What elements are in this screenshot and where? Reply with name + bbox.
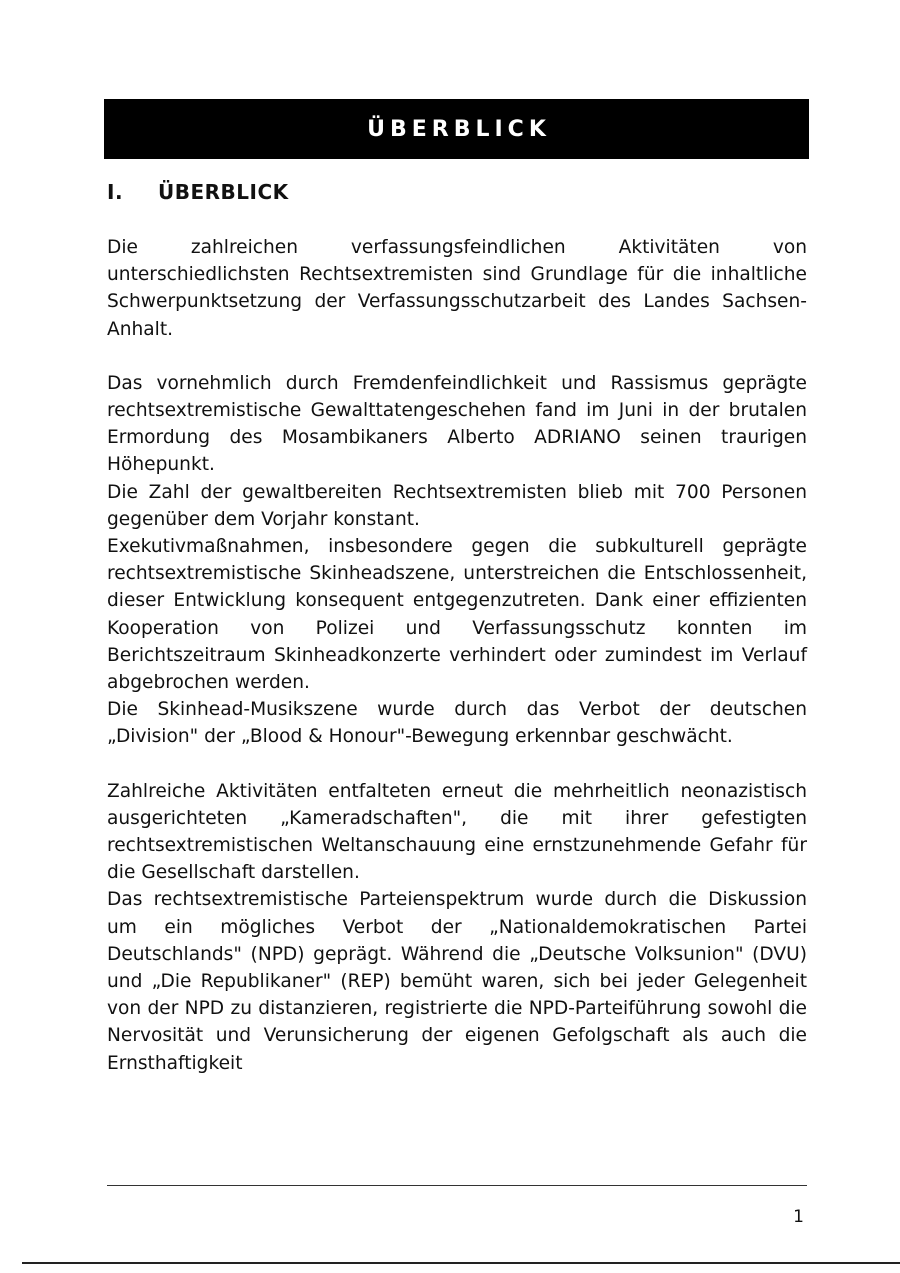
section-heading bbox=[107, 180, 289, 204]
paragraph-3: Die Zahl der gewaltbereiten Rechtsextremisten blieb mit 700 Personen gegenüber dem Vorjahr konstant. bbox=[107, 481, 807, 530]
banner-title: ÜBERBLICK bbox=[367, 116, 551, 142]
header-banner bbox=[104, 99, 809, 159]
paragraph-7: Das rechtsextremistische Parteienspektrum wurde durch die Diskussion um ein mögliches Verbot der „Nationaldemokratischen Partei Deutschlands" (NPD) geprägt. Während die „Deutsche Volksunion" (DVU) und „Die Republikaner" (REP) bemüht waren, sich bei jeder Gelegenheit von der NPD zu distanzieren, registrierte die NPD-Parteiführung sowohl die Nervosität und Verunsicherung der eigenen Gefolgschaft als auch die Ernsthaftigkeit bbox=[107, 889, 807, 1074]
paragraph-2: Das vornehmlich durch Fremdenfeindlichkeit und Rassismus geprägte rechtsextremistische Gewalttatengeschehen fand im Juni in der brutalen Ermordung des Mosambikaners Alberto ADRIANO seinen traurigen Höhepunkt. bbox=[107, 372, 807, 476]
paragraph-4: Exekutivmaßnahmen, insbesondere gegen die subkulturell geprägte rechtsextremistische Skinheadszene, unterstreichen die Entschlossenheit, dieser Entwicklung konsequent entgegenzutreten. Dank einer effizienten Kooperation von Polizei und Verfassungsschutz konnten im Berichtszeitraum Skinheadkonzerte verhindert oder zumindest im Verlauf abgebrochen werden. bbox=[107, 536, 807, 694]
paragraph-1: Die zahlreichen verfassungsfeindlichen Aktivitäten von unterschiedlichsten Rechtsextremisten sind Grundlage für die inhaltliche Schwerpunktsetzung der Verfassungsschutzarbeit des Landes Sachsen-Anhalt. bbox=[107, 237, 807, 340]
section-title: ÜBERBLICK bbox=[158, 180, 289, 204]
body-text bbox=[107, 234, 807, 1077]
paragraph-6: Zahlreiche Aktivitäten entfalteten erneut die mehrheitlich neonazistisch ausgerichteten „Kameradschaften", die mit ihrer gefestigten rechtsextremistischen Weltanschauung eine ernstzunehmende Gefahr für die Gesellschaft darstellen. bbox=[107, 780, 807, 884]
section-number: I. bbox=[107, 180, 124, 204]
page-number: 1 bbox=[793, 1207, 804, 1227]
bottom-edge-line bbox=[22, 1262, 900, 1264]
paragraph-5: Die Skinhead-Musikszene wurde durch das Verbot der deutschen „Division" der „Blood & Honour"-Bewegung erkennbar geschwächt. bbox=[107, 699, 807, 748]
footer-divider bbox=[107, 1185, 807, 1186]
